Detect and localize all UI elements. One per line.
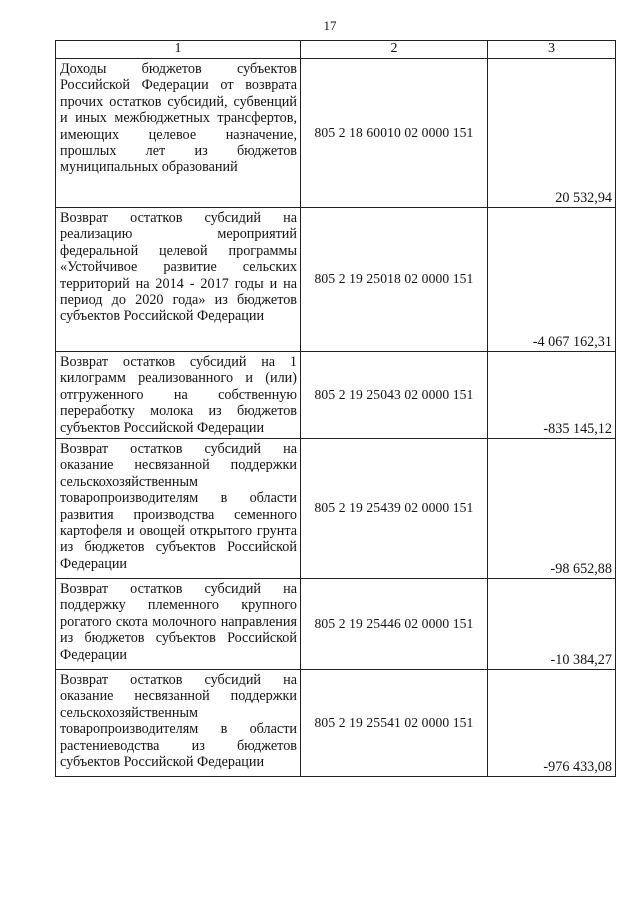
column-header-1: 1 [56, 41, 301, 59]
row-amount: -976 433,08 [488, 670, 616, 777]
row-budget-code: 805 2 19 25446 02 0000 151 [301, 579, 488, 670]
row-budget-code: 805 2 19 25541 02 0000 151 [301, 670, 488, 777]
row-description: Возврат остатков субсидий на оказание несвязанной поддержки сельскохозяйственным товаропроизводителям в области развития производства семенного картофеля и овощей открытого грунта из бюджетов субъектов Российской Федерации [56, 439, 301, 579]
row-budget-code: 805 2 19 25439 02 0000 151 [301, 439, 488, 579]
row-budget-code: 805 2 19 25018 02 0000 151 [301, 208, 488, 352]
budget-revenue-table [55, 40, 616, 777]
row-amount: -98 652,88 [488, 439, 616, 579]
row-amount: -835 145,12 [488, 352, 616, 439]
row-amount: -10 384,27 [488, 579, 616, 670]
row-description: Доходы бюджетов субъектов Российской Федерации от возврата прочих остатков субсидий, субвенций и иных межбюджетных трансфертов, имеющих целевое назначение, прошлых лет из бюджетов муниципальных образований [56, 59, 301, 208]
row-budget-code: 805 2 19 25043 02 0000 151 [301, 352, 488, 439]
page-number: 17 [323, 18, 337, 33]
table-row [56, 352, 616, 439]
row-amount: -4 067 162,31 [488, 208, 616, 352]
row-description: Возврат остатков субсидий на реализацию мероприятий федеральной целевой программы «Устойчивое развитие сельских территорий на 2014 - 2017 годы и на период до 2020 года» из бюджетов субъектов Российской Федерации [56, 208, 301, 352]
table-header-row [56, 41, 616, 59]
table-row [56, 208, 616, 352]
table-row [56, 579, 616, 670]
column-header-2: 2 [301, 41, 488, 59]
table-row [56, 670, 616, 777]
table-row [56, 59, 616, 208]
row-budget-code: 805 2 18 60010 02 0000 151 [301, 59, 488, 208]
column-header-3: 3 [488, 41, 616, 59]
row-description: Возврат остатков субсидий на оказание несвязанной поддержки сельскохозяйственным товаропроизводителям в области растениеводства из бюджетов субъектов Российской Федерации [56, 670, 301, 777]
row-amount: 20 532,94 [488, 59, 616, 208]
row-description: Возврат остатков субсидий на 1 килограмм реализованного и (или) отгруженного на собственную переработку молока из бюджетов субъектов Российской Федерации [56, 352, 301, 439]
table-row [56, 439, 616, 579]
row-description: Возврат остатков субсидий на поддержку племенного крупного рогатого скота молочного направления из бюджетов субъектов Российской Федерации [56, 579, 301, 670]
